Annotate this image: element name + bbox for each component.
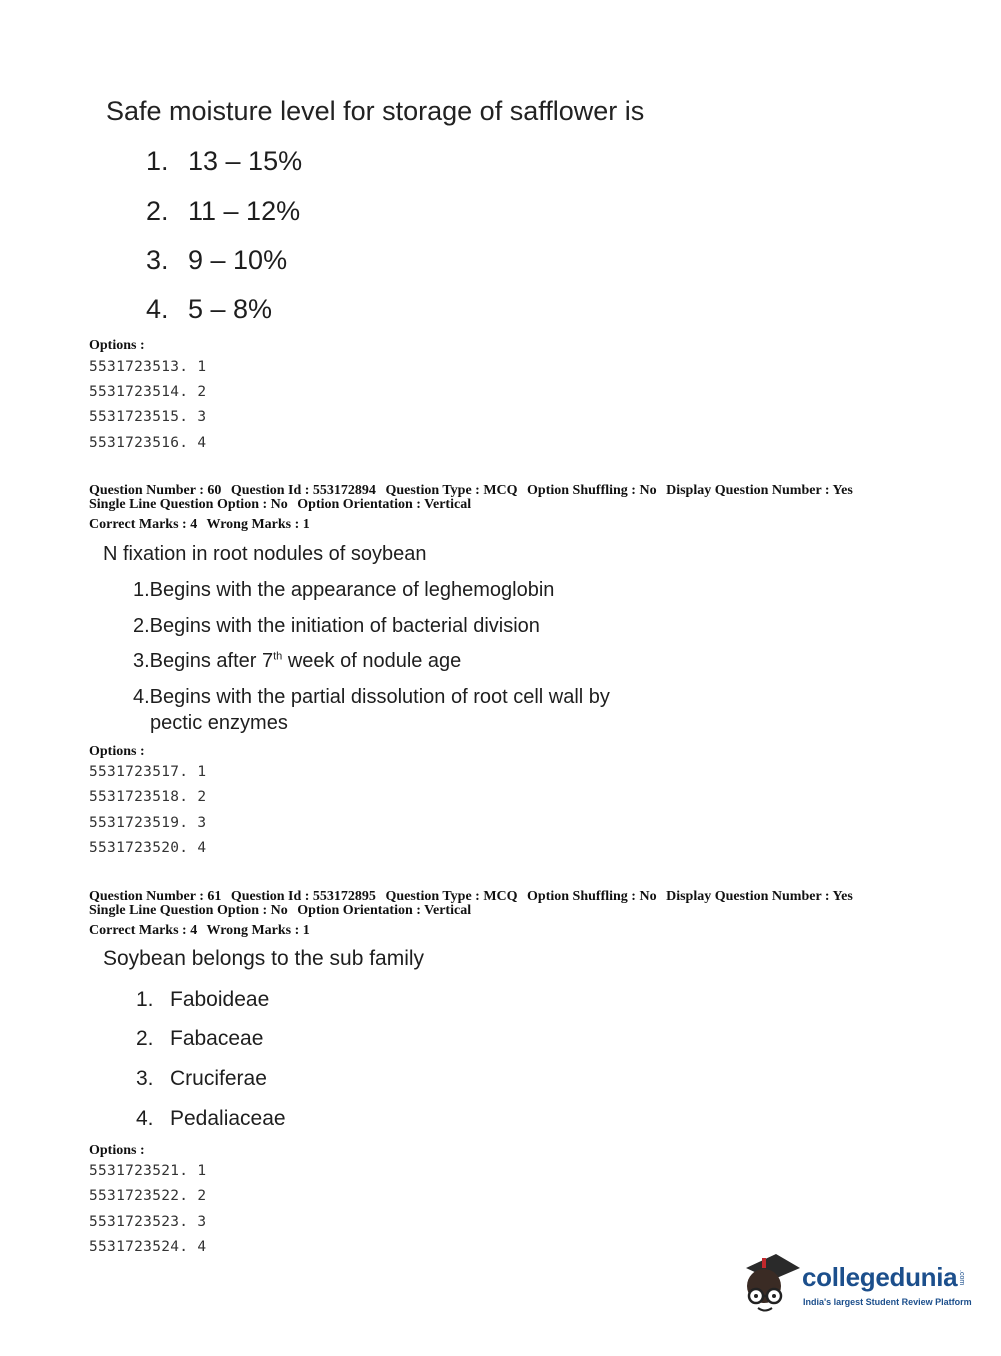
logo-domain: .com (958, 1270, 965, 1286)
choice-item (136, 1027, 263, 1051)
choice-item: 2.Begins with the initiation of bacterial division (133, 615, 540, 637)
choice-item: 1.Begins with the appearance of leghemoglobin (133, 579, 555, 601)
option-id: 5531723516. 4 (89, 435, 207, 451)
choice-text: 5 – 8% (188, 294, 273, 324)
choice-number: 4. (146, 294, 169, 324)
option-id: 5531723513. 1 (89, 359, 207, 375)
choice-number: 3. (146, 245, 169, 275)
option-shuffling: Option Shuffling : No (527, 483, 657, 498)
question-text: N fixation in root nodules of soybean (103, 543, 427, 565)
choice-item (146, 146, 302, 177)
options-label: Options : (89, 338, 145, 353)
choice-item: 4.Begins with the partial dissolution of root cell wall by (133, 686, 610, 708)
display-question-number: Display Question Number : Yes (666, 483, 853, 498)
choice-item (133, 650, 461, 673)
display-question-number: Display Question Number : Yes (666, 889, 853, 904)
question-marks (89, 517, 316, 533)
question-type: Question Type : MCQ (385, 483, 518, 498)
choice-item-continuation: pectic enzymes (150, 712, 288, 734)
choice-item (136, 988, 269, 1012)
option-id: 5531723521. 1 (89, 1163, 207, 1179)
single-line-option: Single Line Question Option : No (89, 903, 288, 918)
choice-text: 9 – 10% (188, 245, 288, 275)
wrong-marks: Wrong Marks : 1 (206, 517, 310, 532)
option-id: 5531723519. 3 (89, 815, 207, 831)
option-id: 5531723523. 3 (89, 1214, 207, 1230)
question-number: Question Number : 61 (89, 889, 222, 904)
option-id: 5531723514. 2 (89, 384, 207, 400)
option-id: 5531723522. 2 (89, 1188, 207, 1204)
question-text: Safe moisture level for storage of safflower is (106, 96, 645, 126)
choice-text: 13 – 15% (188, 146, 303, 176)
correct-marks: Correct Marks : 4 (89, 923, 198, 938)
question-id: Question Id : 553172895 (230, 889, 376, 904)
single-line-option: Single Line Question Option : No (89, 497, 288, 512)
logo-tagline: India's largest Student Review Platform (803, 1297, 972, 1307)
choice-number: 2. (136, 1027, 154, 1050)
choice-text: Faboideae (170, 988, 270, 1011)
question-meta-line2 (89, 497, 477, 513)
question-meta-line2 (89, 903, 477, 919)
mascot-logo-icon (742, 1250, 802, 1320)
option-orientation: Option Orientation : Vertical (297, 903, 472, 918)
choice-item (136, 1067, 267, 1091)
option-id: 5531723515. 3 (89, 409, 207, 425)
choice-item (136, 1107, 286, 1131)
question-type: Question Type : MCQ (385, 889, 518, 904)
choice-text: Fabaceae (170, 1027, 264, 1050)
question-text: Soybean belongs to the sub family (103, 947, 425, 970)
question-number: Question Number : 60 (89, 483, 222, 498)
choice-text: 3.Begins after 7 (133, 650, 274, 672)
option-shuffling: Option Shuffling : No (527, 889, 657, 904)
choice-number: 4. (136, 1107, 154, 1130)
choice-number: 3. (136, 1067, 154, 1090)
option-orientation: Option Orientation : Vertical (297, 497, 472, 512)
correct-marks: Correct Marks : 4 (89, 517, 198, 532)
choice-number: 2. (146, 196, 169, 226)
question-marks (89, 923, 316, 939)
choice-number: 1. (146, 146, 169, 176)
choice-number: 1. (136, 988, 154, 1011)
choice-text: 11 – 12% (188, 196, 301, 226)
choice-text: Cruciferae (170, 1067, 267, 1090)
options-label: Options : (89, 744, 145, 759)
choice-item (146, 196, 300, 227)
choice-text: week of nodule age (282, 650, 462, 672)
choice-text: Pedaliaceae (170, 1107, 286, 1130)
option-id: 5531723517. 1 (89, 764, 207, 780)
options-label: Options : (89, 1143, 145, 1158)
choice-item (146, 294, 272, 325)
superscript: th (273, 650, 283, 663)
question-id: Question Id : 553172894 (230, 483, 376, 498)
choice-item (146, 245, 287, 276)
wrong-marks: Wrong Marks : 1 (206, 923, 310, 938)
logo-wordmark: collegedunia (802, 1262, 958, 1292)
option-id: 5531723520. 4 (89, 840, 207, 856)
option-id: 5531723524. 4 (89, 1239, 207, 1255)
option-id: 5531723518. 2 (89, 789, 207, 805)
